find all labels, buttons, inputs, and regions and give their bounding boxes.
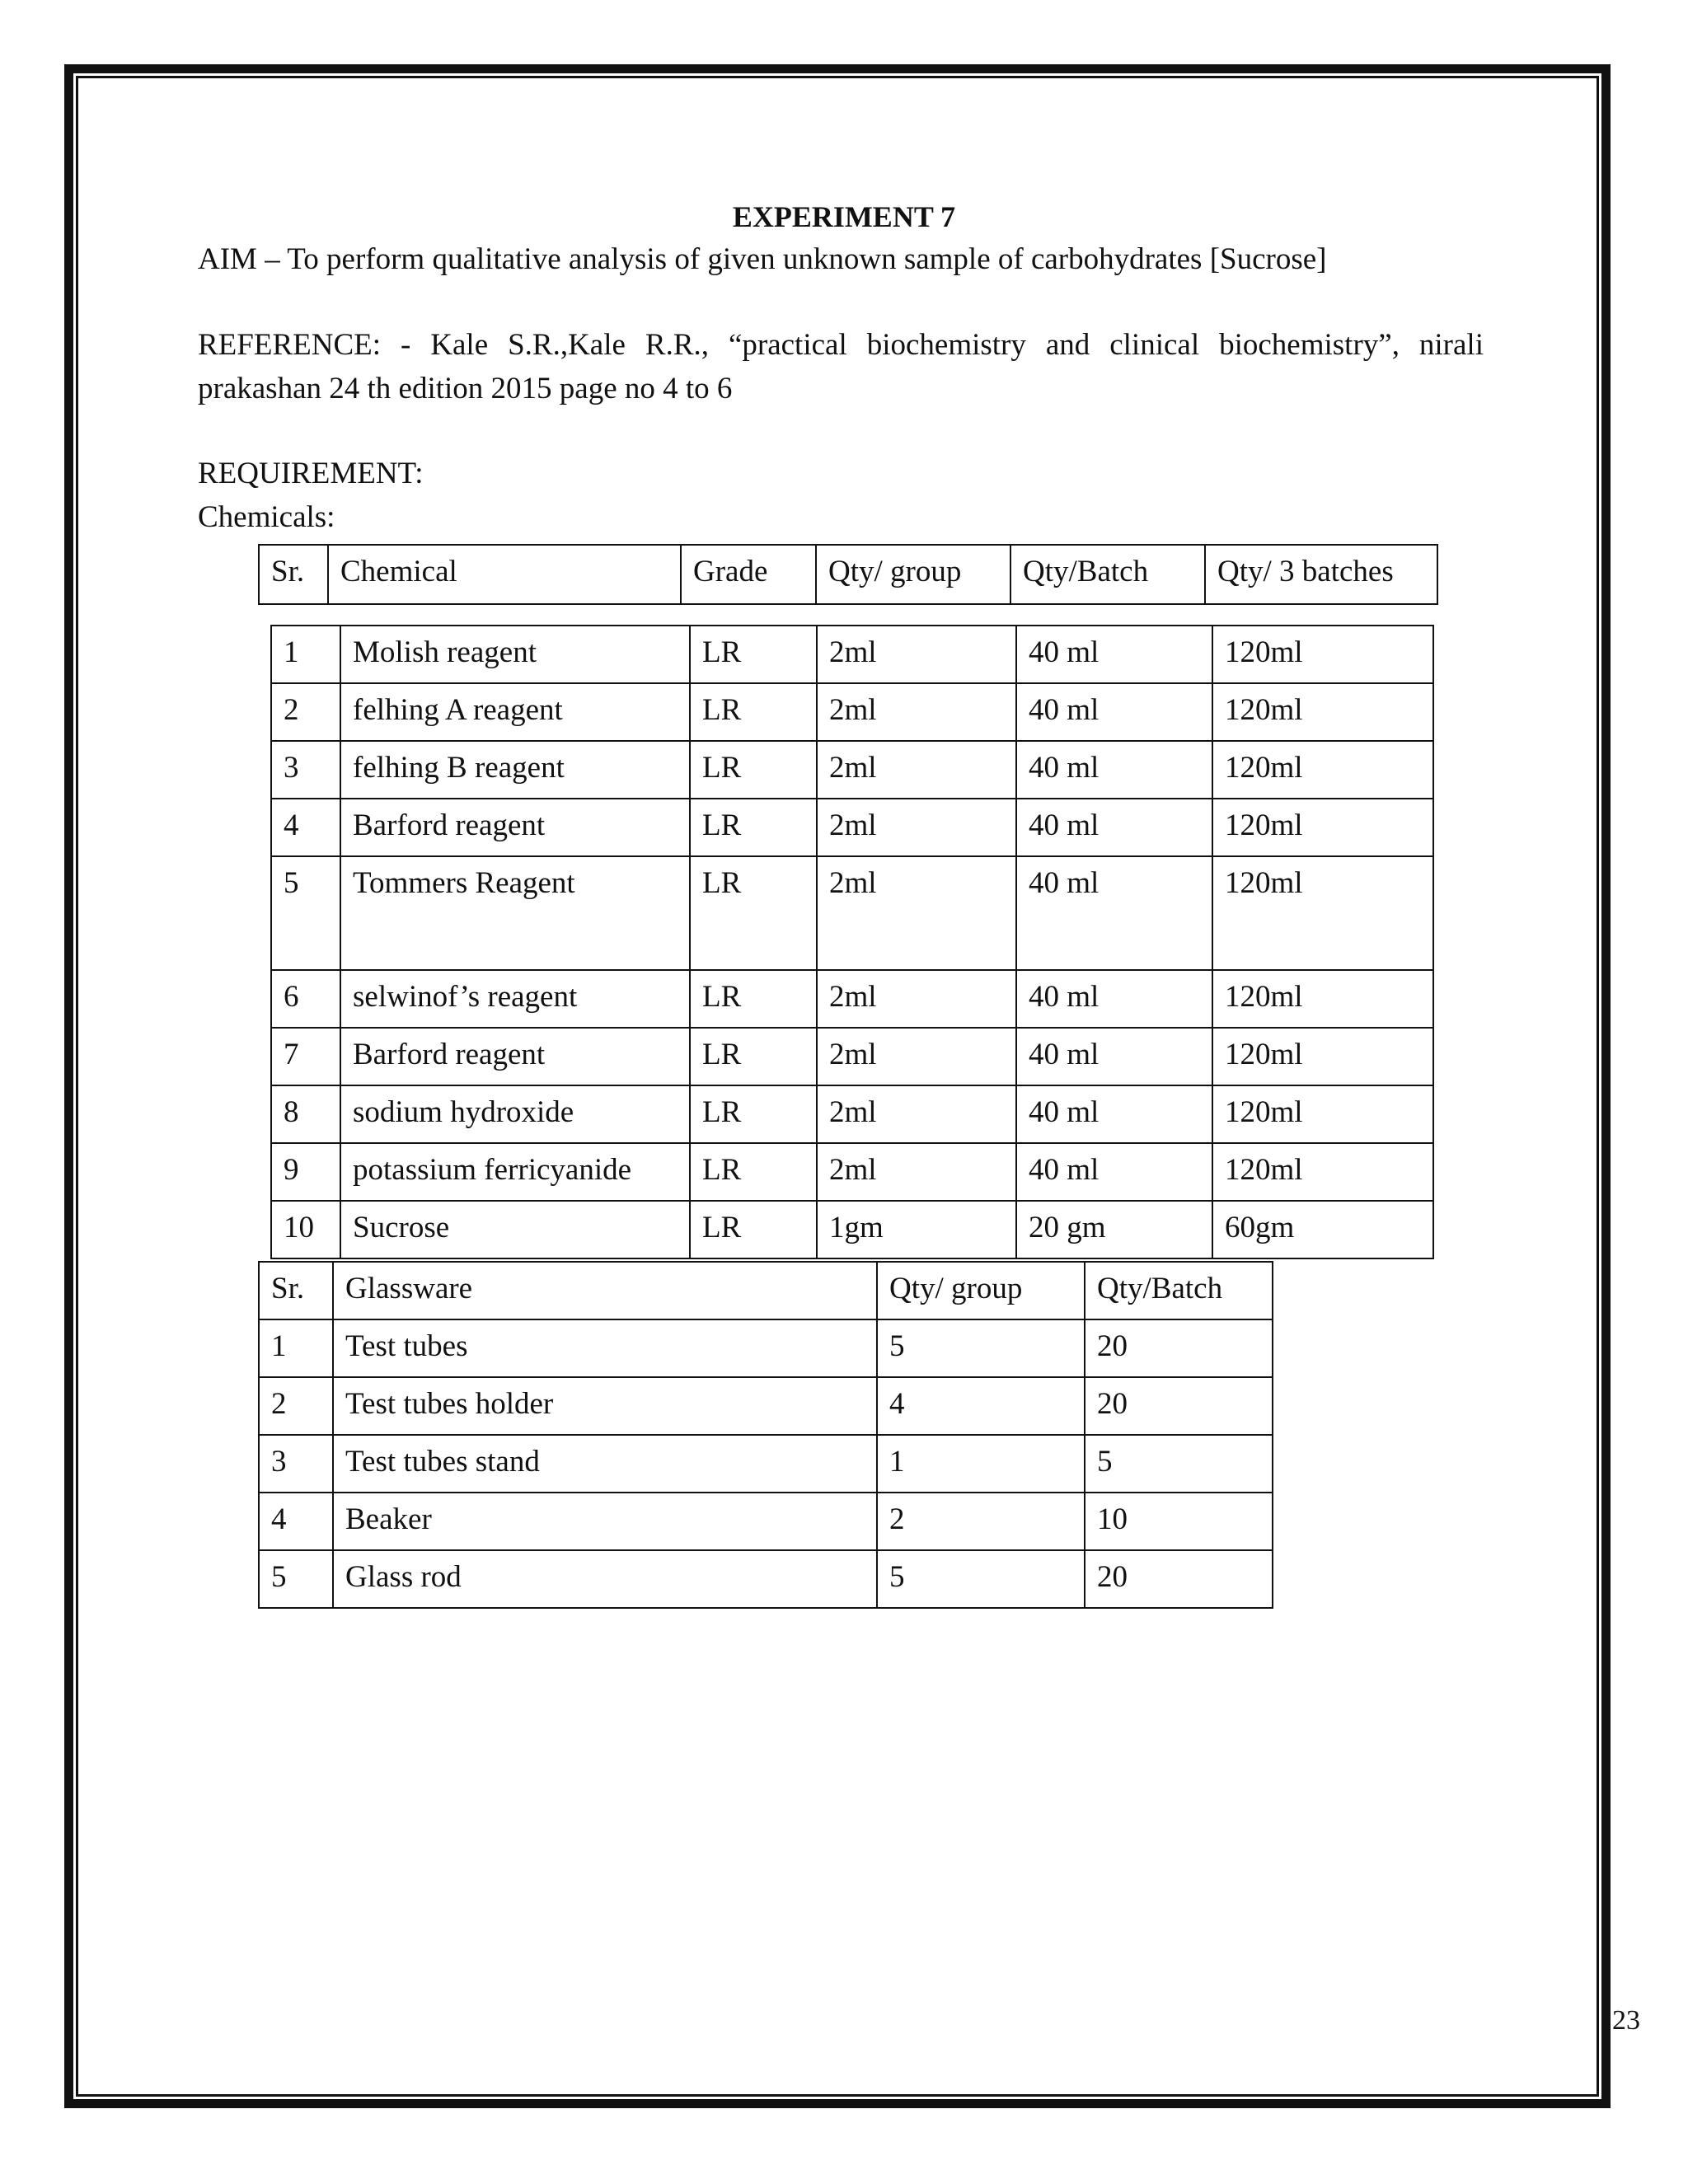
table-row	[271, 970, 1433, 1028]
table-header-row	[259, 1262, 1273, 1319]
table-cell: 3	[271, 741, 340, 799]
table-cell: 60gm	[1212, 1201, 1433, 1258]
table-cell: 2ml	[817, 1028, 1016, 1085]
chemicals-label: Chemicals:	[198, 500, 335, 534]
table-row	[271, 1085, 1433, 1143]
table-cell: 6	[271, 970, 340, 1028]
table-cell: sodium hydroxide	[340, 1085, 690, 1143]
table-cell: 20 gm	[1016, 1201, 1212, 1258]
table-cell: 3	[259, 1435, 333, 1493]
table-cell: 7	[271, 1028, 340, 1085]
table-cell: 1	[259, 1319, 333, 1377]
table-cell: 2ml	[817, 626, 1016, 683]
table-cell: 2	[259, 1377, 333, 1435]
header-cell: Sr.	[259, 545, 328, 604]
table-cell: 2ml	[817, 683, 1016, 741]
table-cell: 20	[1085, 1550, 1273, 1608]
table-cell: LR	[690, 1085, 817, 1143]
table-cell: 120ml	[1212, 626, 1433, 683]
reference-line-1: REFERENCE: - Kale S.R.,Kale R.R., “practical biochemistry and clinical biochemistry”, nirali	[198, 328, 1484, 362]
table-cell: LR	[690, 683, 817, 741]
reference-line-2: prakashan 24 th edition 2015 page no 4 to 6	[198, 372, 733, 405]
table-cell: Sucrose	[340, 1201, 690, 1258]
table-cell: 120ml	[1212, 799, 1433, 856]
table-cell: 40 ml	[1016, 741, 1212, 799]
table-cell: 40 ml	[1016, 1028, 1212, 1085]
table-cell: 40 ml	[1016, 856, 1212, 970]
table-row	[271, 741, 1433, 799]
table-cell: Test tubes stand	[333, 1435, 877, 1493]
table-cell: 120ml	[1212, 970, 1433, 1028]
table-header-row	[259, 545, 1437, 604]
table-cell: 2ml	[817, 741, 1016, 799]
table-cell: felhing B reagent	[340, 741, 690, 799]
table-cell: 2	[877, 1493, 1085, 1550]
glassware-table	[258, 1261, 1273, 1609]
table-cell: 5	[877, 1319, 1085, 1377]
table-row	[271, 799, 1433, 856]
table-cell: Molish reagent	[340, 626, 690, 683]
header-cell: Sr.	[259, 1262, 333, 1319]
header-cell: Qty/ 3 batches	[1205, 545, 1437, 604]
table-cell: 2ml	[817, 970, 1016, 1028]
table-cell: LR	[690, 856, 817, 970]
table-cell: felhing A reagent	[340, 683, 690, 741]
table-cell: 8	[271, 1085, 340, 1143]
header-cell: Qty/ group	[816, 545, 1010, 604]
table-cell: 4	[259, 1493, 333, 1550]
table-cell: 5	[1085, 1435, 1273, 1493]
table-cell: 40 ml	[1016, 970, 1212, 1028]
table-cell: 120ml	[1212, 856, 1433, 970]
table-cell: LR	[690, 1201, 817, 1258]
header-cell: Qty/ group	[877, 1262, 1085, 1319]
table-cell: 2ml	[817, 1143, 1016, 1201]
header-cell: Qty/Batch	[1085, 1262, 1273, 1319]
table-cell: LR	[690, 970, 817, 1028]
table-cell: selwinof’s reagent	[340, 970, 690, 1028]
requirement-heading: REQUIREMENT:	[198, 457, 424, 490]
table-cell: Tommers Reagent	[340, 856, 690, 970]
table-row	[271, 856, 1433, 970]
table-cell: LR	[690, 799, 817, 856]
table-cell: 120ml	[1212, 1028, 1433, 1085]
header-cell: Qty/Batch	[1010, 545, 1205, 604]
table-cell: Test tubes holder	[333, 1377, 877, 1435]
table-cell: 5	[271, 856, 340, 970]
table-cell: 40 ml	[1016, 799, 1212, 856]
table-cell: 4	[877, 1377, 1085, 1435]
table-row	[271, 626, 1433, 683]
table-cell: 5	[259, 1550, 333, 1608]
table-cell: LR	[690, 626, 817, 683]
table-cell: 10	[1085, 1493, 1273, 1550]
experiment-title: EXPERIMENT 7	[732, 200, 956, 233]
table-cell: 40 ml	[1016, 1143, 1212, 1201]
table-cell: 120ml	[1212, 683, 1433, 741]
table-cell: 40 ml	[1016, 626, 1212, 683]
table-cell: LR	[690, 741, 817, 799]
table-cell: 1gm	[817, 1201, 1016, 1258]
table-cell: 1	[271, 626, 340, 683]
table-cell: 2	[271, 683, 340, 741]
table-cell: potassium ferricyanide	[340, 1143, 690, 1201]
table-cell: Barford reagent	[340, 799, 690, 856]
table-cell: Barford reagent	[340, 1028, 690, 1085]
header-cell: Grade	[681, 545, 816, 604]
aim-text: AIM – To perform qualitative analysis of given unknown sample of carbohydrates [Sucrose]	[198, 242, 1327, 276]
table-row	[259, 1319, 1273, 1377]
table-cell: 120ml	[1212, 1085, 1433, 1143]
table-row	[271, 1201, 1433, 1258]
table-cell: 9	[271, 1143, 340, 1201]
table-cell: 40 ml	[1016, 1085, 1212, 1143]
table-cell: LR	[690, 1028, 817, 1085]
table-row	[259, 1493, 1273, 1550]
table-cell: LR	[690, 1143, 817, 1201]
table-cell: Test tubes	[333, 1319, 877, 1377]
table-cell: 2ml	[817, 856, 1016, 970]
table-row	[271, 683, 1433, 741]
header-cell: Chemical	[328, 545, 681, 604]
table-cell: Glass rod	[333, 1550, 877, 1608]
table-cell: 1	[877, 1435, 1085, 1493]
table-cell: 120ml	[1212, 741, 1433, 799]
table-cell: 20	[1085, 1319, 1273, 1377]
table-cell: 40 ml	[1016, 683, 1212, 741]
table-cell: 2ml	[817, 799, 1016, 856]
table-row	[271, 1028, 1433, 1085]
table-cell: 5	[877, 1550, 1085, 1608]
chemicals-table	[270, 625, 1434, 1259]
table-row	[259, 1550, 1273, 1608]
table-cell: 10	[271, 1201, 340, 1258]
table-cell: 4	[271, 799, 340, 856]
table-cell: 120ml	[1212, 1143, 1433, 1201]
header-cell: Glassware	[333, 1262, 877, 1319]
table-row	[259, 1435, 1273, 1493]
table-cell: Beaker	[333, 1493, 877, 1550]
table-cell: 2ml	[817, 1085, 1016, 1143]
table-cell: 20	[1085, 1377, 1273, 1435]
table-row	[259, 1377, 1273, 1435]
chemicals-header-table	[258, 544, 1438, 605]
table-row	[271, 1143, 1433, 1201]
page-number: 23	[1612, 2005, 1640, 2036]
